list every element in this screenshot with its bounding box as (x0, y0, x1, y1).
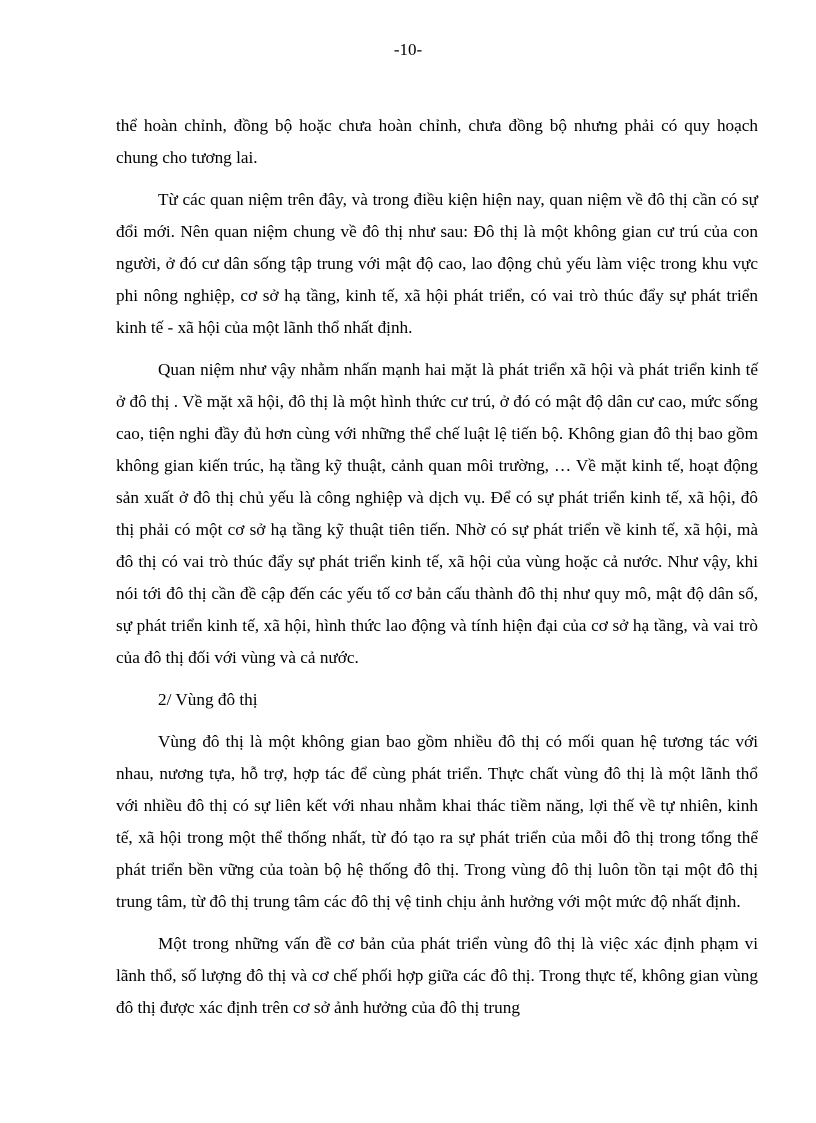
section-heading-urban-region: 2/ Vùng đô thị (158, 690, 258, 709)
paragraph-continuation: thể hoàn chỉnh, đồng bộ hoặc chưa hoàn chỉnh, chưa đồng bộ nhưng phải có quy hoạch chung cho tương lai. (116, 116, 758, 167)
paragraph-urban-region-definition: Vùng đô thị là một không gian bao gồm nhiều đô thị có mối quan hệ tương tác với nhau, nương tựa, hỗ trợ, hợp tác để cùng phát triển. Thực chất vùng đô thị là một lãnh thổ với nhiều đô thị có sự liên kết với nhau nhằm khai thác tiềm năng, lợi thế về tự nhiên, kinh tế, xã hội trong một thể thống nhất, từ đó tạo ra sự phát triển của mỗi đô thị trong tổng thể phát triển bền vững của toàn bộ hệ thống đô thị. Trong vùng đô thị luôn tồn tại một đô thị trung tâm, từ đô thị trung tâm các đô thị vệ tinh chịu ảnh hưởng với một mức độ nhất định. (116, 732, 758, 911)
page-number: -10- (393, 40, 423, 59)
paragraph-urban-concept: Từ các quan niệm trên đây, và trong điều kiện hiện nay, quan niệm về đô thị cần có sự đổi mới. Nên quan niệm chung về đô thị như sau: Đô thị là một không gian cư trú của con người, ở đó cư dân sống tập trung với mật độ cao, lao động chủ yếu làm việc trong khu vực phi nông nghiệp, cơ sở hạ tầng, kinh tế, xã hội phát triển, có vai trò thúc đẩy sự phát triển kinh tế - xã hội của một lãnh thổ nhất định. (116, 190, 758, 337)
document-body (116, 110, 758, 1034)
paragraph-urban-region-scope: Một trong những vấn đề cơ bản của phát triển vùng đô thị là việc xác định phạm vi lãnh thổ, số lượng đô thị và cơ chế phối hợp giữa các đô thị. Trong thực tế, không gian vùng đô thị được xác định trên cơ sở ảnh hưởng của đô thị trung (116, 934, 758, 1017)
paragraph-social-economic: Quan niệm như vậy nhằm nhấn mạnh hai mặt là phát triển xã hội và phát triển kinh tế ở đô thị . Về mặt xã hội, đô thị là một hình thức cư trú, ở đó có mật độ dân cư cao, mức sống cao, tiện nghi đầy đủ hơn cùng với những thể chế luật lệ tiến bộ. Không gian đô thị bao gồm không gian kiến trúc, hạ tầng kỹ thuật, cảnh quan môi trường, … Về mặt kinh tế, hoạt động sản xuất ở đô thị chủ yếu là công nghiệp và dịch vụ. Để có sự phát triển kinh tế, xã hội, đô thị phải có một cơ sở hạ tầng kỹ thuật tiên tiến. Nhờ có sự phát triển về kinh tế, xã hội, mà đô thị có vai trò thúc đẩy sự phát triển kinh tế, xã hội của vùng hoặc cả nước. Như vậy, khi nói tới đô thị cần đề cập đến các yếu tố cơ bản cấu thành đô thị như quy mô, mật độ dân số, sự phát triển kinh tế, xã hội, hình thức lao động và tính hiện đại của cơ sở hạ tầng, và vai trò của đô thị đối với vùng và cả nước. (116, 360, 758, 667)
